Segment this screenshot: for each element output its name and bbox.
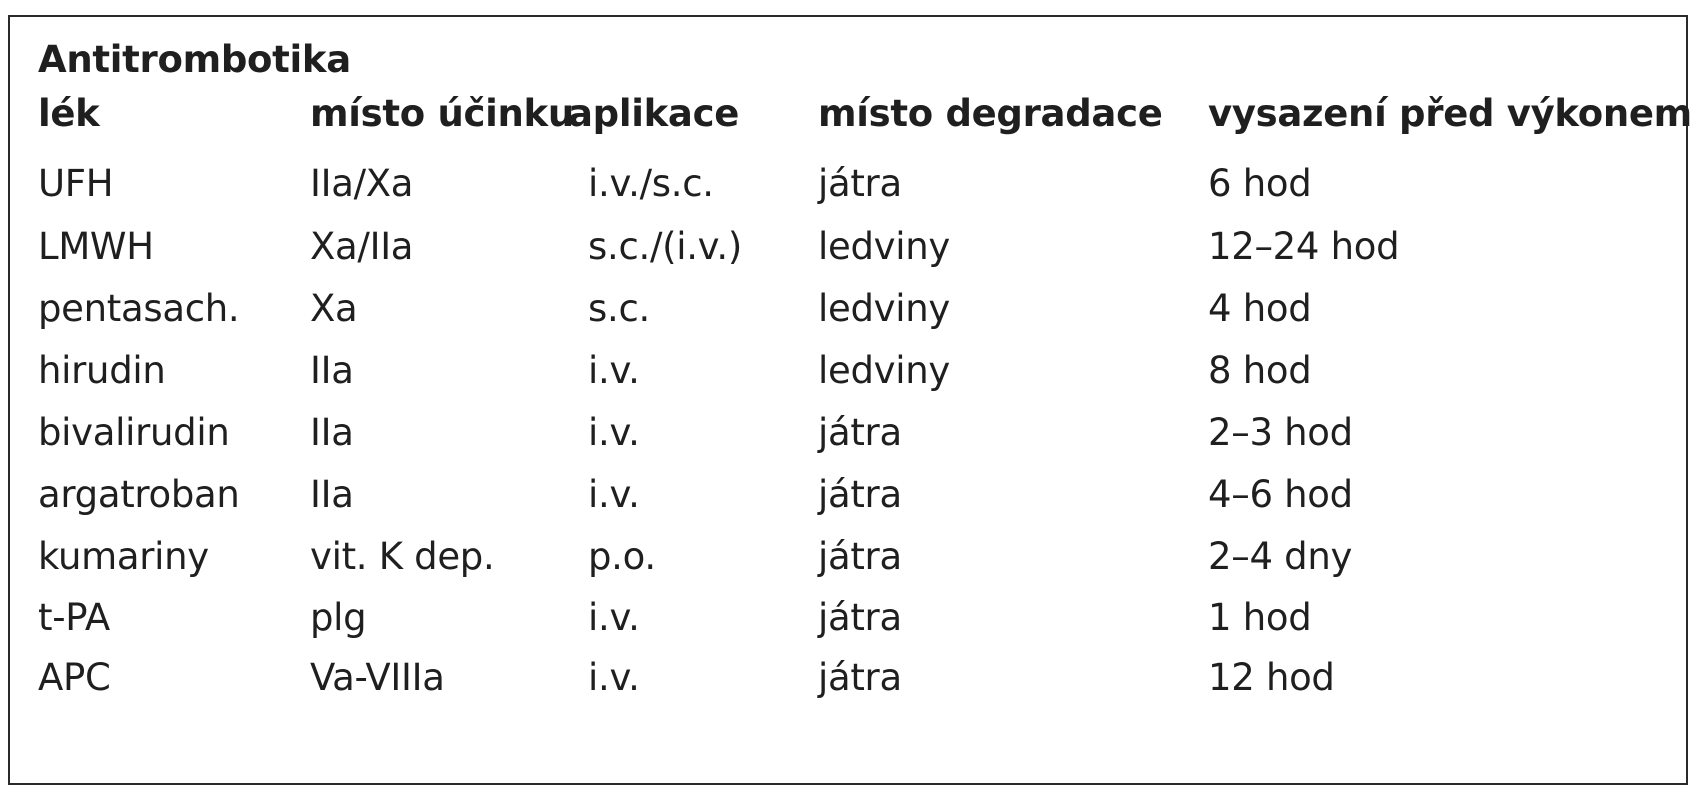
cell-drug: argatroban <box>38 473 240 516</box>
cell-site-of-action: IIa/Xa <box>310 162 414 205</box>
cell-degradation-site: játra <box>818 535 902 578</box>
table-row <box>0 225 1698 285</box>
cell-drug: bivalirudin <box>38 411 230 454</box>
table-row <box>0 162 1698 222</box>
cell-drug: APC <box>38 656 111 699</box>
cell-degradation-site: játra <box>818 473 902 516</box>
cell-drug: t-PA <box>38 596 110 639</box>
cell-administration: i.v. <box>588 596 640 639</box>
cell-withdrawal: 12–24 hod <box>1208 225 1400 268</box>
cell-site-of-action: vit. K dep. <box>310 535 495 578</box>
cell-administration: i.v./s.c. <box>588 162 714 205</box>
cell-withdrawal: 8 hod <box>1208 349 1312 392</box>
table-row <box>0 349 1698 409</box>
cell-withdrawal: 6 hod <box>1208 162 1312 205</box>
header-administration: aplikace <box>568 92 740 135</box>
table-caption: Antitrombotika <box>38 38 351 81</box>
cell-administration: i.v. <box>588 349 640 392</box>
header-degradation-site: místo degradace <box>818 92 1163 135</box>
cell-administration: i.v. <box>588 411 640 454</box>
cell-administration: s.c. <box>588 287 650 330</box>
table-row <box>0 287 1698 347</box>
cell-degradation-site: ledviny <box>818 225 950 268</box>
cell-site-of-action: Va-VIIIa <box>310 656 445 699</box>
cell-drug: kumariny <box>38 535 209 578</box>
header-site-of-action: místo účinku <box>310 92 574 135</box>
cell-withdrawal: 1 hod <box>1208 596 1312 639</box>
cell-administration: s.c./(i.v.) <box>588 225 743 268</box>
header-withdrawal: vysazení před výkonem <box>1208 92 1692 135</box>
cell-drug: pentasach. <box>38 287 240 330</box>
cell-withdrawal: 4–6 hod <box>1208 473 1353 516</box>
cell-withdrawal: 4 hod <box>1208 287 1312 330</box>
header-drug: lék <box>38 92 100 135</box>
cell-site-of-action: plg <box>310 596 367 639</box>
cell-site-of-action: Xa <box>310 287 358 330</box>
cell-degradation-site: játra <box>818 411 902 454</box>
cell-withdrawal: 2–4 dny <box>1208 535 1353 578</box>
cell-degradation-site: ledviny <box>818 349 950 392</box>
cell-site-of-action: IIa <box>310 411 354 454</box>
cell-site-of-action: Xa/IIa <box>310 225 414 268</box>
cell-degradation-site: ledviny <box>818 287 950 330</box>
cell-administration: i.v. <box>588 656 640 699</box>
cell-drug: LMWH <box>38 225 154 268</box>
cell-degradation-site: játra <box>818 656 902 699</box>
table-row <box>0 656 1698 716</box>
cell-drug: UFH <box>38 162 114 205</box>
cell-degradation-site: játra <box>818 596 902 639</box>
cell-administration: p.o. <box>588 535 656 578</box>
table-row <box>0 473 1698 533</box>
cell-withdrawal: 12 hod <box>1208 656 1335 699</box>
table-row <box>0 535 1698 595</box>
cell-drug: hirudin <box>38 349 166 392</box>
table-row <box>0 596 1698 656</box>
table-header-row <box>0 92 1698 152</box>
table-row <box>0 411 1698 471</box>
cell-site-of-action: IIa <box>310 349 354 392</box>
cell-degradation-site: játra <box>818 162 902 205</box>
cell-withdrawal: 2–3 hod <box>1208 411 1353 454</box>
cell-site-of-action: IIa <box>310 473 354 516</box>
cell-administration: i.v. <box>588 473 640 516</box>
